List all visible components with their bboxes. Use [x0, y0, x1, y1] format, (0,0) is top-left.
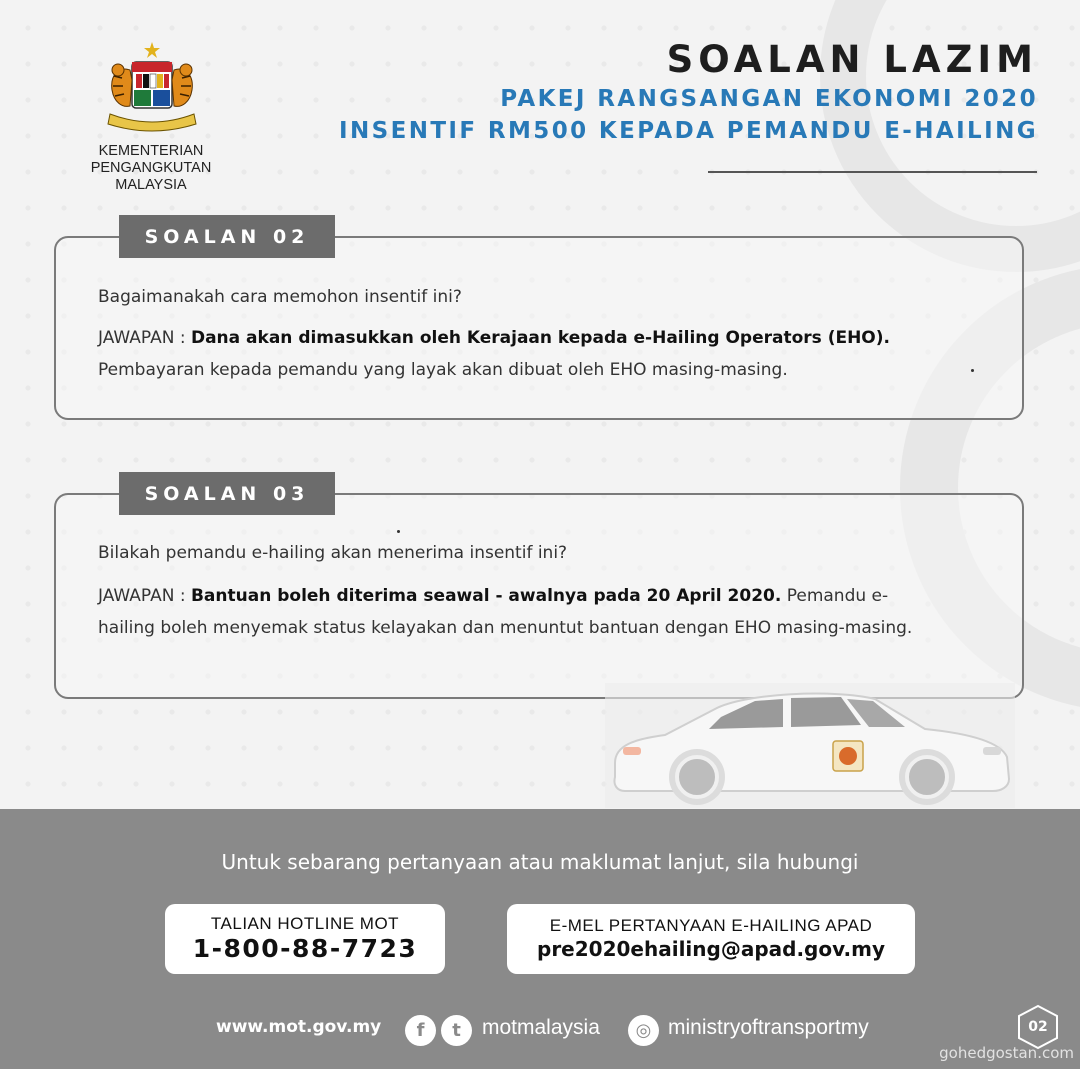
answer-body: Pembayaran kepada pemandu yang layak akan dibuat oleh EHO masing-masing. [98, 360, 788, 380]
car-illustration [605, 683, 1015, 808]
social-handle-instagram[interactable]: ministryoftransportmy [668, 1016, 869, 1039]
question-tag-03: SOALAN 03 [119, 472, 335, 515]
answer-highlight: Dana akan dimasukkan oleh Kerajaan kepada e-Hailing Operators (EHO). [190, 328, 890, 348]
social-handle-motmalaysia[interactable]: motmalaysia [482, 1016, 600, 1039]
twitter-icon[interactable]: t [441, 1015, 472, 1046]
question-text-03: Bilakah pemandu e-hailing akan menerima insentif ini? [98, 543, 568, 563]
page-number: 02 [1028, 1019, 1048, 1035]
answer-text-02 [98, 322, 958, 386]
email-label: E-MEL PERTANYAAN E-HAILING APAD [549, 916, 873, 935]
page-subtitle-package: PAKEJ RANGSANGAN EKONOMI 2020 [500, 86, 1038, 112]
answer-highlight: Bantuan boleh diterima seawal - awalnya pada 20 April 2020. [190, 586, 782, 606]
answer-text-03 [98, 580, 928, 644]
answer-prefix: JAWAPAN : [98, 586, 191, 606]
instagram-icon[interactable]: ◎ [628, 1015, 659, 1046]
page-title: SOALAN LAZIM [666, 38, 1038, 81]
answer-prefix: JAWAPAN : [98, 328, 191, 348]
ministry-line1: KEMENTERIAN PENGANGKUTAN [90, 143, 212, 176]
hotline-label: TALIAN HOTLINE MOT [210, 914, 400, 933]
ministry-line2: MALAYSIA [115, 177, 187, 193]
ministry-name [40, 143, 262, 194]
header-divider [708, 171, 1037, 173]
hotline-number[interactable]: 1-800-88-7723 [192, 934, 418, 963]
email-address[interactable]: pre2020ehailing@apad.gov.my [537, 937, 885, 961]
watermark: gohedgostan.com [939, 1044, 1074, 1062]
coat-of-arms-icon [92, 40, 212, 135]
stray-dot [971, 369, 974, 372]
website-link[interactable]: www.mot.gov.my [216, 1017, 382, 1037]
email-box [507, 904, 915, 974]
answer-body: Pemandu e-hailing boleh menyemak status kelayakan dan menuntut bantuan dengan EHO masing-masing. [98, 586, 913, 638]
hotline-box [165, 904, 445, 974]
stray-dot [397, 530, 400, 533]
page-subtitle-incentive: INSENTIF RM500 KEPADA PEMANDU E-HAILING [339, 118, 1038, 144]
footer-lead-text: Untuk sebarang pertanyaan atau maklumat lanjut, sila hubungi [221, 850, 859, 874]
question-tag-02: SOALAN 02 [119, 215, 335, 258]
facebook-icon[interactable]: f [405, 1015, 436, 1046]
question-text-02: Bagaimanakah cara memohon insentif ini? [98, 287, 462, 307]
